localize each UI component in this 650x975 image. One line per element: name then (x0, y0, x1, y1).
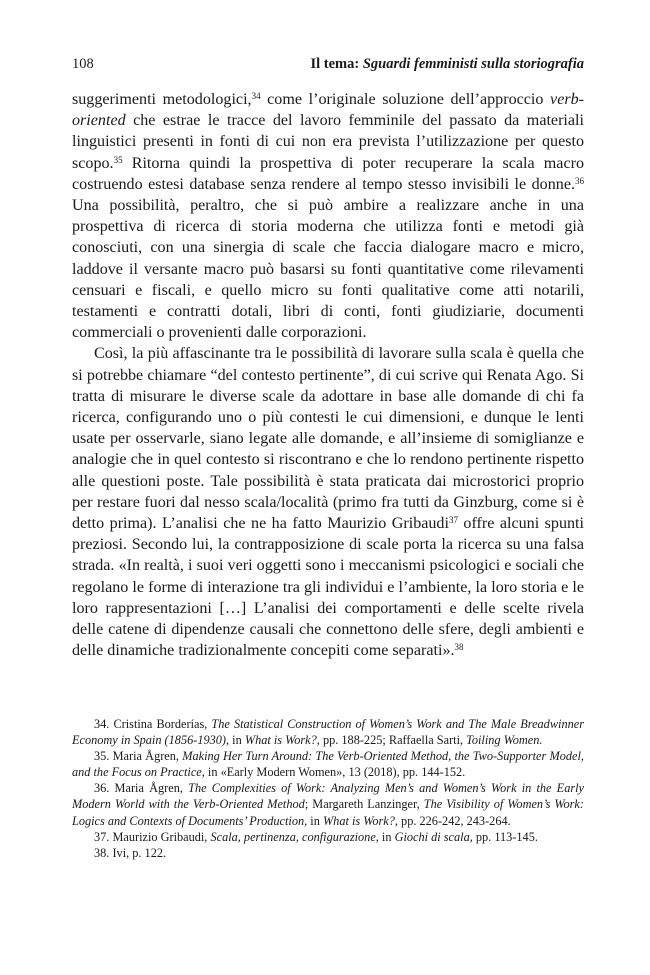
italic-text: The Complexities of Work: Analyzing Men’s and Women’s Work in the Early Modern World with the Verb-Oriented Method (72, 781, 585, 812)
paragraph-2 (72, 343, 584, 661)
italic-text: Scala, pertinenza, configurazione (210, 829, 376, 844)
italic-text: Making Her Turn Around: The Verb-Oriented Method, the Two-Supporter Model, and the Focus on Practice (72, 749, 584, 780)
running-title-label: Il tema: (310, 56, 360, 72)
footnote-38 (72, 845, 584, 861)
italic-text: verb-oriented (72, 91, 585, 130)
text-run: ; Margareth Lanzinger, (304, 797, 424, 812)
running-title (310, 56, 584, 73)
text-run: , pp. 226-242, 243-264. (394, 813, 511, 828)
footnote-ref: 36 (575, 175, 584, 186)
italic-text: What is Work? (244, 733, 317, 748)
footnotes (72, 716, 584, 861)
italic-text: The Visibility of Women’s Work: Logics and Contexts of Documents’ Production (72, 797, 584, 828)
footnote-35 (72, 748, 584, 780)
text-run: 37. Maurizio Gribaudi, (94, 829, 211, 844)
footnote-36 (72, 780, 584, 828)
running-header (72, 56, 584, 73)
footnote-34 (72, 716, 584, 748)
text-run: offre alcuni spunti preziosi. Secondo lui, la contrapposizione di scale porta la ricerca su una falsa strada. «In realtà, i suoi veri oggetti sono i meccanismi psicologici e sociali che regolano le forme di interazione tra gli individui e l’ambiente, la loro storia e le loro rappresentazioni […] L’analisi dei comportamenti e delle scelte rivela delle catene di dipendenze causali che connettono delle sfere, degli ambienti e delle dinamiche tradizionalmente concepiti come separati». (72, 515, 584, 660)
text-run: 38. Ivi, p. 122. (94, 845, 167, 860)
main-text (72, 89, 584, 661)
text-run: Ritorna quindi la prospettiva di poter recuperare la scala macro costruendo estesi database senza rendere al tempo stesso invisibili le donne. (72, 154, 584, 193)
footnote-ref: 35 (113, 154, 123, 165)
page-number: 108 (72, 56, 94, 72)
text-run: , in «Early Modern Women», 13 (2018), pp. 144-152. (201, 765, 466, 780)
text-run: , in (226, 733, 245, 748)
text-run: , in (375, 829, 395, 844)
italic-text: Giochi di scala (394, 829, 470, 844)
text-run: 36. Maria Ågren, (94, 781, 189, 796)
text-run: , in (304, 813, 323, 828)
footnote-ref: 38 (454, 642, 464, 653)
text-run: , pp. 188-225; Raffaella Sarti, (316, 733, 467, 748)
italic-text: Toiling Women. (466, 733, 543, 748)
text-run: 35. Maria Ågren, (94, 749, 183, 764)
italic-text: What is Work? (322, 813, 395, 828)
text-run: Così, la più affascinante tra le possibilità di lavorare sulla scala è quella che si potrebbe chiamare “del contesto pertinente”, di cui scrive qui Renata Ago. Si tratta di misurare le diverse scale da adottare in base alle domande di chi fa ricerca, configurando uno o più contesti le cui dimensioni, e dunque le lenti usate per osservarle, siano legate alle domande, e all’insieme di somiglianze e analogie che in quel contesto si riscontrano e che lo rendono pertinente rispetto alle questioni poste. Tale possibilità è stata praticata dai microstorici proprio per restare fuori dal nesso scala/località (primo fra tutti da Ginzburg, come si è detto prima). L’analisi che ne ha fatto Maurizio Gribaudi (72, 345, 584, 533)
footnote-37 (72, 829, 584, 845)
text-run: che estrae le tracce del lavoro femminile del passato da materiali linguistici presenti in fonti di cui non era prevista l’utilizzazione per questo scopo. (72, 112, 584, 172)
text-run: come l’originale soluzione dell’approccio (260, 91, 551, 108)
italic-text: The Statistical Construction of Women’s Work and The Male Breadwinner Economy in Spain (1856-1930) (72, 717, 584, 748)
text-run: , pp. 113-145. (469, 829, 538, 844)
running-title-italic: Sguardi femministi sulla storiografia (362, 56, 584, 72)
text-run: 34. Cristina Borderías, (94, 717, 212, 731)
text-run: Una possibilità, peraltro, che si può ambire a realizzare anche in una prospettiva di ricerca di storia moderna che utilizza fonti e metodi già conosciuti, con una sinergia di scale che faccia dialogare macro e micro, laddove il versante macro può basarsi su fonti quantitative come rilevamenti censuari e fiscali, e quello micro su fonti qualitative come atti notarili, testamenti e contratti dotali, libri di conti, fonti giudiziarie, documenti commerciali o provenienti dalle corporazioni. (72, 197, 584, 342)
paragraph-1 (72, 89, 584, 343)
footnote-ref: 37 (448, 515, 458, 526)
text-run: suggerimenti metodologici, (72, 91, 252, 108)
footnote-ref: 34 (251, 91, 261, 101)
